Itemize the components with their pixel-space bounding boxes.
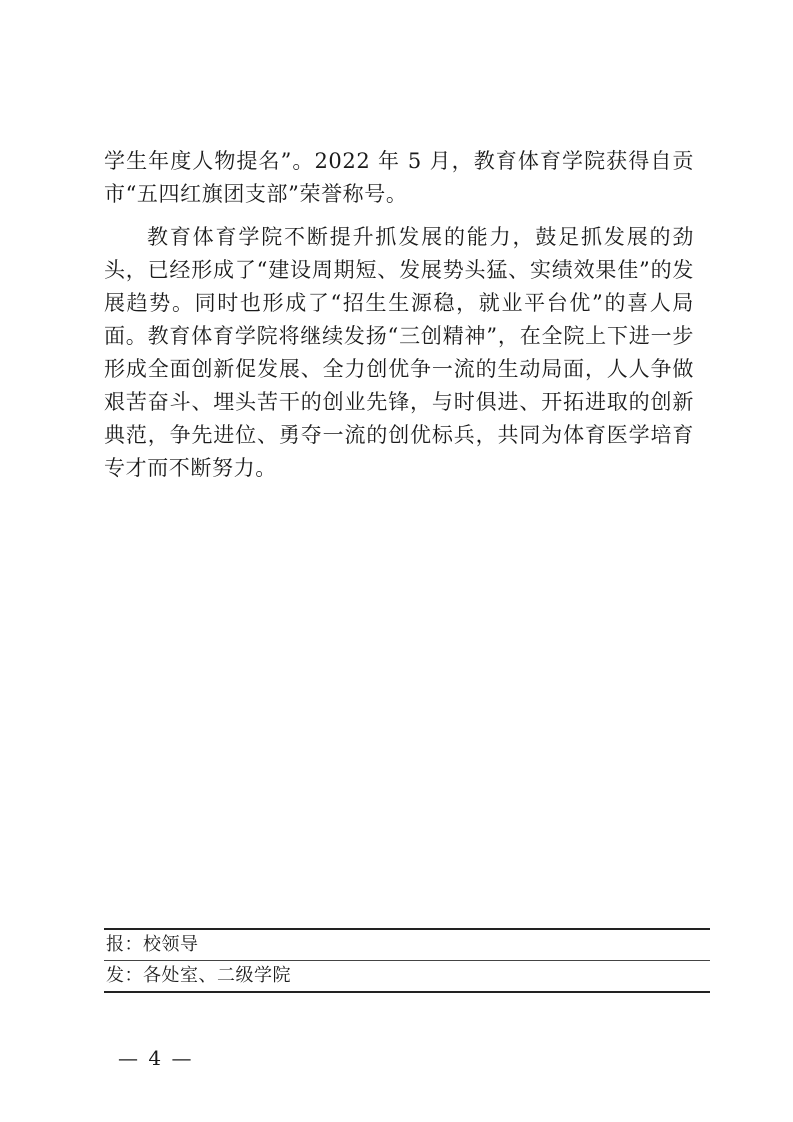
distribution-block — [104, 928, 710, 993]
report-to-line: 报：校领导 — [106, 934, 199, 955]
distribution-bottom-rule — [104, 991, 710, 993]
body-text — [104, 145, 694, 485]
send-to-line: 发：各处室、二级学院 — [106, 965, 291, 986]
paragraph-continuation: 学生年度人物提名”。2022 年 5 月，教育体育学院获得自贡市“五四红旗团支部”荣誉称号。 — [104, 149, 694, 206]
paragraph-development: 教育体育学院不断提升抓发展的能力，鼓足抓发展的劲头，已经形成了“建设周期短、发展势头猛、实绩效果佳”的发展趋势。同时也形成了“招生生源稳，就业平台优”的喜人局面。教育体育学院将继续发扬“三创精神”，在全院上下进一步形成全面创新促发展、全力创优争一流的生动局面，人人争做艰苦奋斗、埋头苦干的创业先锋，与时俱进、开拓进取的创新典范，争先进位、勇夺一流的创优标兵，共同为体育医学培育专才而不断努力。 — [104, 225, 694, 480]
page-number: — 4 — — [118, 1046, 194, 1070]
